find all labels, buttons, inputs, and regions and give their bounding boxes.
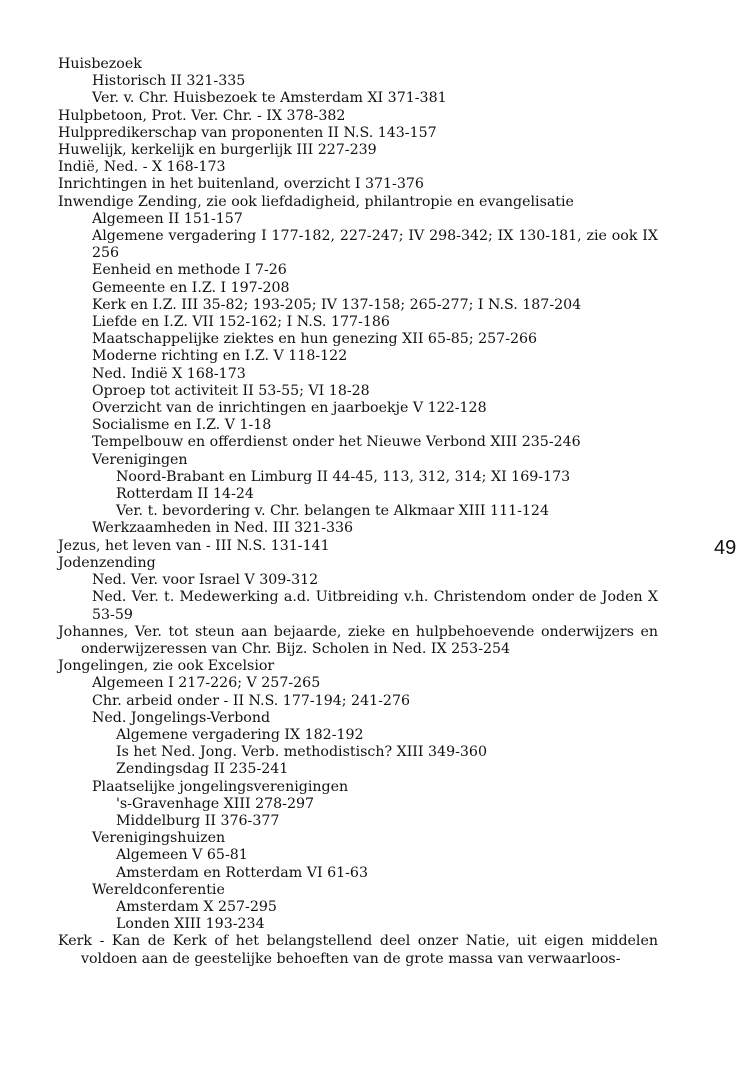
- index-entry: Indië, Ned. - X 168-173: [58, 159, 226, 176]
- index-subentry: Verenigingen: [92, 451, 188, 468]
- index-entry: Jongelingen, zie ook Excelsior: [58, 658, 275, 675]
- index-subentry: Algemeen I 217-226; V 257-265: [92, 675, 321, 692]
- index-subentry: Algemeen II 151-157: [92, 210, 243, 227]
- index-subsubentry: Amsterdam en Rotterdam VI 61-63: [116, 864, 368, 881]
- index-entry: Hulppredikerschap van proponenten II N.S. 143-157: [58, 124, 437, 141]
- index-subentry: Ned. Ver. t. Medewerking a.d. Uitbreiding v.h. Christendom onder de Joden X 53-59: [92, 589, 658, 623]
- index-list: [58, 56, 658, 968]
- index-subentry: Ned. Ver. voor Israel V 309-312: [92, 572, 319, 589]
- index-entry: Huisbezoek: [58, 56, 142, 72]
- index-subsubentry: Londen XIII 193-234: [116, 916, 265, 933]
- index-subsubentry: Noord-Brabant en Limburg II 44-45, 113, 312, 314; XI 169-173: [116, 468, 571, 485]
- index-subentry: Ned. Jongelings-Verbond: [92, 709, 271, 726]
- index-subsubentry: Ver. t. bevordering v. Chr. belangen te Alkmaar XIII 111-124: [116, 503, 549, 520]
- index-entry: Hulpbetoon, Prot. Ver. Chr. - IX 378-382: [58, 107, 346, 124]
- index-subsubentry: 's-Gravenhage XIII 278-297: [116, 795, 315, 812]
- index-entry: Kerk - Kan de Kerk of het belangstellend deel onzer Natie, uit eigen middelen voldoen aan de geestelijke behoeften van de grote massa van verwaarloos-: [58, 933, 658, 967]
- index-subsubentry: Rotterdam II 14-24: [116, 486, 254, 503]
- index-subentry: Verenigingshuizen: [92, 830, 226, 847]
- index-subentry: Wereldconferentie: [92, 881, 225, 898]
- index-subsubentry: Amsterdam X 257-295: [116, 898, 277, 915]
- index-entry: Johannes, Ver. tot steun aan bejaarde, zieke en hulpbehoevende onderwijzers en onderwijzeressen van Chr. Bijz. Scholen in Ned. IX 253-254: [58, 623, 658, 657]
- index-entry: Huwelijk, kerkelijk en burgerlijk III 227-239: [58, 142, 377, 159]
- index-subentry: Maatschappelijke ziektes en hun genezing XII 65-85; 257-266: [92, 331, 538, 348]
- index-subentry: Plaatselijke jongelingsverenigingen: [92, 778, 349, 795]
- index-subsubentry: Is het Ned. Jong. Verb. methodistisch? XIII 349-360: [116, 744, 487, 761]
- index-entry: Jodenzending: [58, 554, 156, 571]
- index-subentry: Tempelbouw en offerdienst onder het Nieuwe Verbond XIII 235-246: [92, 434, 581, 451]
- index-subsubentry: Algemeen V 65-81: [116, 847, 248, 864]
- index-subentry: Socialisme en I.Z. V 1-18: [92, 417, 272, 434]
- index-subentry: Ver. v. Chr. Huisbezoek te Amsterdam XI 371-381: [92, 90, 447, 107]
- index-subsubentry: Zendingsdag II 235-241: [116, 761, 289, 778]
- index-subentry: Overzicht van de inrichtingen en jaarboekje V 122-128: [92, 400, 487, 417]
- index-subentry: Kerk en I.Z. III 35-82; 193-205; IV 137-158; 265-277; I N.S. 187-204: [92, 296, 582, 313]
- index-subentry: Moderne richting en I.Z. V 118-122: [92, 348, 348, 365]
- index-subentry: Werkzaamheden in Ned. III 321-336: [92, 520, 354, 537]
- index-subentry: Ned. Indië X 168-173: [92, 365, 246, 382]
- page-number: 49: [714, 537, 737, 559]
- index-subentry: Liefde en I.Z. VII 152-162; I N.S. 177-186: [92, 314, 390, 331]
- index-subentry: Chr. arbeid onder - II N.S. 177-194; 241-276: [92, 692, 410, 709]
- index-subentry: Gemeente en I.Z. I 197-208: [92, 279, 290, 296]
- index-entry: Jezus, het leven van - III N.S. 131-141: [58, 537, 330, 554]
- index-entry: Inwendige Zending, zie ook liefdadigheid, philantropie en evangelisatie: [58, 193, 574, 210]
- index-subentry: Eenheid en methode I 7-26: [92, 262, 287, 279]
- index-subentry: Oproep tot activiteit II 53-55; VI 18-28: [92, 382, 370, 399]
- index-subentry: Algemene vergadering I 177-182, 227-247; IV 298-342; IX 130-181, zie ook IX 256: [92, 228, 658, 262]
- index-subsubentry: Algemene vergadering IX 182-192: [116, 726, 364, 743]
- index-subentry: Historisch II 321-335: [92, 73, 246, 90]
- index-subsubentry: Middelburg II 376-377: [116, 812, 280, 829]
- index-entry: Inrichtingen in het buitenland, overzicht I 371-376: [58, 176, 424, 193]
